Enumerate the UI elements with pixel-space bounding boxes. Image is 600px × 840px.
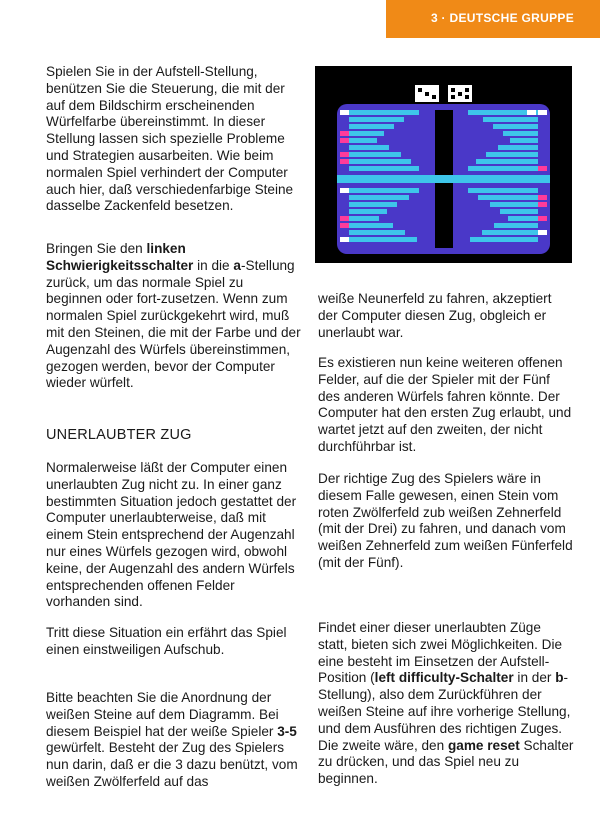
- red-stone: [538, 216, 547, 221]
- board-point: [349, 124, 394, 129]
- red-stone: [538, 202, 547, 207]
- board-point: [349, 195, 409, 200]
- bold-term: linken Schwierigkeitsschalter: [46, 241, 194, 273]
- board-point: [349, 216, 379, 221]
- board-point: [500, 209, 538, 214]
- paragraph-illegal-move-text: Normalerweise läßt der Computer einen unerlaubten Zug nicht zu. In einer ganz bestimmten Situation jedoch gestattet der Computer unerlaubterweise, daß mit einem Stein entsprechend der Augenzahl nur eines Würfels gezogen wird, obwohl keine, der Augenzahl des andern Würfels entsprechenden offenen Felder vorhanden sind.: [46, 460, 297, 610]
- board-point: [478, 195, 538, 200]
- bold-term: game reset: [447, 737, 520, 753]
- text: Findet einer dieser unerlaubten Züge statt, bieten sich zwei Möglichkeiten. Die eine besteht im Einsetzen der Aufstell-Position (: [318, 620, 563, 686]
- board-point: [349, 152, 401, 157]
- paragraph-accepted: [318, 291, 574, 341]
- board-point: [508, 216, 538, 221]
- red-stone: [340, 159, 349, 164]
- board-point: [490, 202, 538, 207]
- text: -Stellung), also dem Zurückführen der weißen Steine auf ihre vorherige Stellung, und dem Ausführen des richtigen Zuges. Die zweite wäre, den: [318, 670, 571, 753]
- section-header-bar: [386, 0, 600, 38]
- paragraph-delay: [46, 625, 302, 659]
- white-stone: [538, 110, 547, 115]
- red-stone: [340, 223, 349, 228]
- board-point: [486, 152, 538, 157]
- board-point: [498, 145, 538, 150]
- paragraph-illegal-move: [46, 460, 302, 611]
- white-stone: [538, 230, 547, 235]
- board-middle-strip: [337, 175, 550, 183]
- text: Bringen Sie den: [46, 241, 147, 256]
- red-stone: [340, 216, 349, 221]
- board-point: [476, 159, 538, 164]
- board-point: [470, 237, 538, 242]
- paragraph-setup-mode: Spielen Sie in der Aufstell-Stellung, benützen Sie die Steuerung, die mit der auf dem Bildschirm erscheinenden Würfelfarbe übereinstimmt. In dieser Stellung lassen sich spezielle Probleme und Strategien ausarbeiten. Wie beim normalen Spiel verhindert der Computer auch hier, daß verschiedenfarbige Steine dasselbe Zackenfeld besetzen.: [46, 64, 294, 214]
- board-point: [349, 110, 419, 115]
- white-stone: [340, 188, 349, 193]
- white-stone: [340, 237, 349, 242]
- dice-3-icon: [415, 85, 439, 102]
- text: in die: [193, 257, 234, 273]
- board-point: [468, 188, 538, 193]
- bold-term: b: [555, 670, 564, 686]
- paragraph-no-fields: [318, 355, 574, 456]
- paragraph-delay-text: Tritt diese Situation ein erfährt das Spiel einen einstweiligen Aufschub.: [46, 625, 287, 657]
- text: Bitte beachten Sie die Anordnung der weißen Steine auf dem Diagramm. Bei diesem Beispiel hat der weiße Spieler: [46, 690, 279, 739]
- red-stone: [538, 195, 547, 200]
- paragraph-correct-move: [318, 471, 574, 572]
- board-point: [349, 131, 384, 136]
- left-column: [46, 64, 302, 215]
- red-stone: [340, 152, 349, 157]
- board-point: [349, 209, 387, 214]
- white-stone: [340, 110, 349, 115]
- board-point: [510, 138, 538, 143]
- board-point: [468, 166, 538, 171]
- board-point: [349, 202, 397, 207]
- board-point: [349, 145, 389, 150]
- bold-term: a: [233, 257, 241, 273]
- red-stone: [340, 131, 349, 136]
- paragraph-no-fields-text: Es existieren nun keine weiteren offenen Felder, auf die der Spieler mit der Fünf des anderen Würfels fahren könnte. Der Computer hat den ersten Zug erlaubt, und wartet jetzt auf den zweiten, der nicht durchführbar ist.: [318, 355, 572, 454]
- board-point: [494, 223, 538, 228]
- paragraph-options: [318, 620, 574, 788]
- white-stone: [527, 110, 536, 115]
- dice-5-icon: [448, 85, 472, 102]
- backgammon-board: [337, 104, 550, 254]
- text: gewürfelt. Besteht der Zug des Spielers nun darin, daß er die 3 dazu benützt, vom weißen Zwölferfeld auf das: [46, 740, 298, 789]
- heading-illegal-move: UNERLAUBTER ZUG: [46, 427, 192, 443]
- paragraph-return-normal: [46, 241, 302, 392]
- board-point: [483, 117, 538, 122]
- section-title: 3 · DEUTSCHE GRUPPE: [430, 11, 574, 25]
- board-point: [349, 237, 417, 242]
- board-point: [482, 230, 538, 235]
- bold-term: left difficulty-Schalter: [374, 670, 514, 686]
- board-point: [349, 159, 411, 164]
- paragraph-example: [46, 690, 302, 791]
- bold-term: 3-5: [277, 723, 297, 739]
- paragraph-correct-move-text: Der richtige Zug des Spielers wäre in diesem Falle gewesen, einen Stein vom roten Zwölferfeld zub weißen Zehnerfeld (mit der Drei) zu fahren, und danach vom weißen Zehnerfeld zum weißen Fünferfeld (mit der Fünf).: [318, 471, 573, 570]
- board-point: [349, 166, 419, 171]
- board-point: [493, 124, 538, 129]
- game-screenshot: [315, 66, 572, 263]
- paragraph-accepted-text: weiße Neunerfeld zu fahren, akzeptiert der Computer diesen Zug, obgleich er unerlaubt war.: [318, 291, 552, 340]
- board-point: [349, 138, 377, 143]
- text: -Stellung zurück, um das normale Spiel zu beginnen oder fort-zusetzen. Wenn zum normalen Spiel zurückgekehrt wird, muß mit den Steinen, die mit der Farbe und der Augenzahl des Würfels übereinstimmen, gezogen werden, bevor der Computer wieder würfelt.: [46, 257, 301, 391]
- text: Schalter zu drücken, und das Spiel neu zu beginnen.: [318, 737, 574, 787]
- board-point: [503, 131, 538, 136]
- text: in der: [513, 670, 556, 686]
- board-point: [349, 188, 419, 193]
- red-stone: [340, 138, 349, 143]
- board-point: [349, 230, 405, 235]
- board-point: [349, 223, 393, 228]
- board-point: [349, 117, 404, 122]
- red-stone: [538, 166, 547, 171]
